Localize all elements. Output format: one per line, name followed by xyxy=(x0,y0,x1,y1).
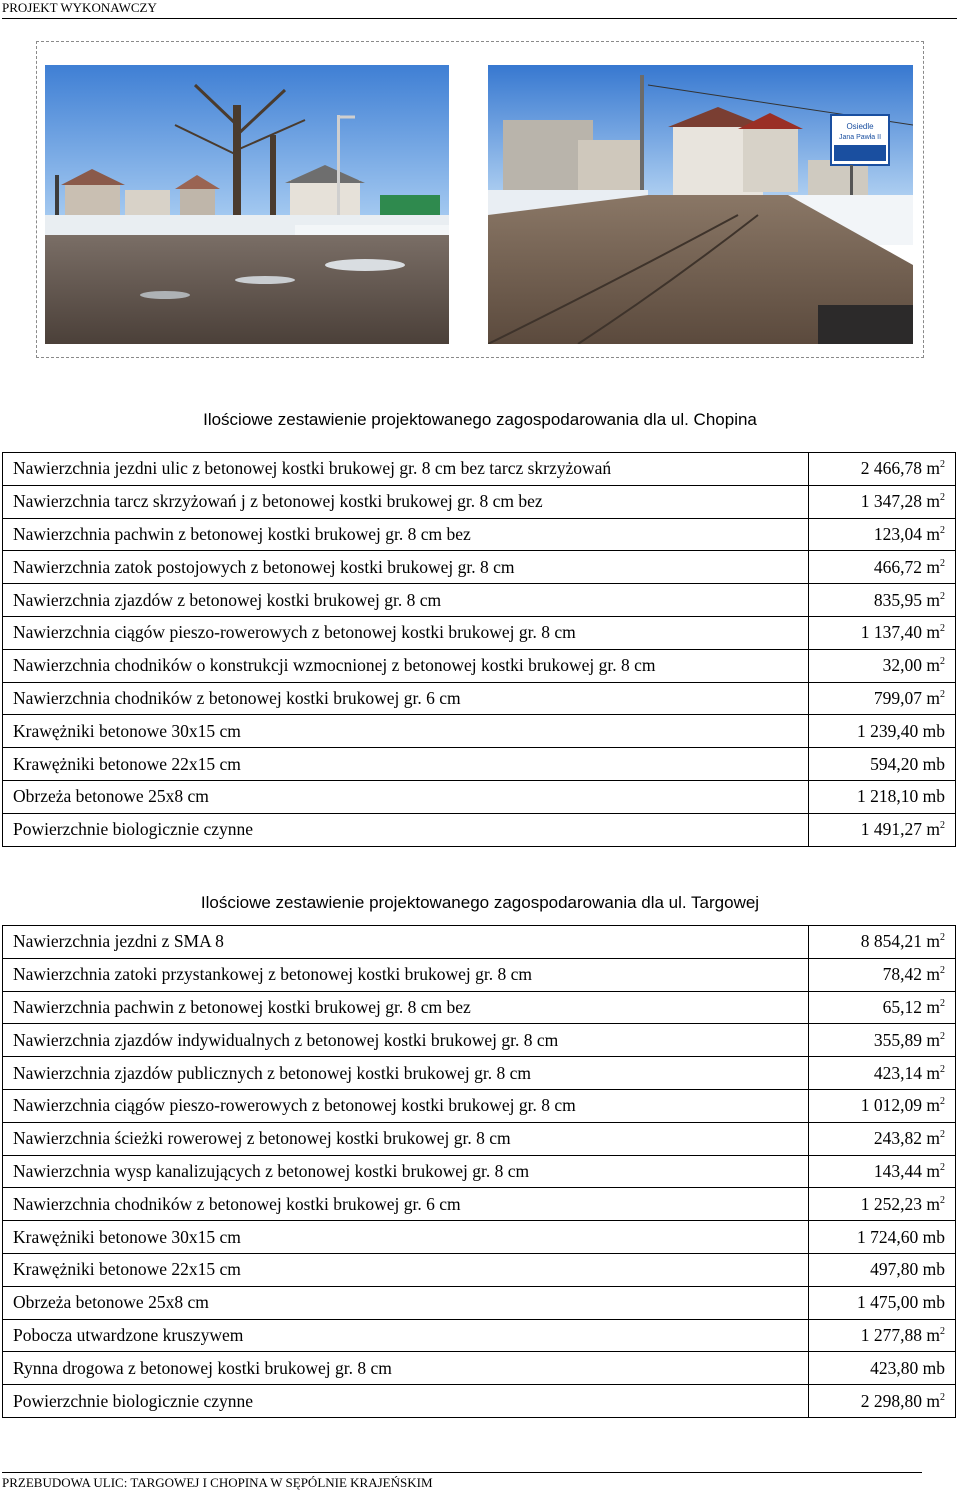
item-label: Nawierzchnia ścieżki rowerowej z betonowej kostki brukowej gr. 8 cm xyxy=(3,1122,809,1155)
item-label: Nawierzchnia ciągów pieszo-rowerowych z betonowej kostki brukowej gr. 8 cm xyxy=(3,1089,809,1122)
item-quantity xyxy=(809,780,956,813)
item-quantity xyxy=(809,1024,956,1057)
table-row xyxy=(3,518,956,551)
unit-exponent: 2 xyxy=(940,524,945,536)
item-label: Pobocza utwardzone kruszywem xyxy=(3,1319,809,1352)
item-label: Nawierzchnia jezdni ulic z betonowej kostki brukowej gr. 8 cm bez tarcz skrzyżowań xyxy=(3,453,809,486)
item-label: Nawierzchnia zjazdów z betonowej kostki brukowej gr. 8 cm xyxy=(3,584,809,617)
table-row xyxy=(3,958,956,991)
item-label: Krawężniki betonowe 30x15 cm xyxy=(3,1221,809,1254)
item-label: Nawierzchnia zjazdów publicznych z betonowej kostki brukowej gr. 8 cm xyxy=(3,1057,809,1090)
table-row xyxy=(3,1352,956,1385)
quantity-value: 1 347,28 m xyxy=(860,491,940,512)
unit-exponent: 2 xyxy=(940,656,945,668)
quantity-value: 1 137,40 m xyxy=(860,622,940,643)
item-quantity xyxy=(809,1188,956,1221)
targowej-quantity-table xyxy=(2,925,956,1418)
table-row xyxy=(3,926,956,959)
table-row xyxy=(3,780,956,813)
unit-exponent: 2 xyxy=(940,1194,945,1206)
quantity-value: 423,14 m xyxy=(873,1062,940,1083)
item-quantity xyxy=(809,926,956,959)
item-label: Krawężniki betonowe 22x15 cm xyxy=(3,748,809,781)
quantity-value: 143,44 m xyxy=(873,1160,940,1181)
unit-exponent: 2 xyxy=(940,459,945,471)
item-quantity xyxy=(809,748,956,781)
page-footer: PRZEBUDOWA ULIC: TARGOWEJ I CHOPINA W SĘPÓLNIE KRAJEŃSKIM xyxy=(2,1472,922,1492)
item-label: Krawężniki betonowe 22x15 cm xyxy=(3,1253,809,1286)
table-row xyxy=(3,682,956,715)
item-quantity xyxy=(809,1089,956,1122)
item-quantity xyxy=(809,1319,956,1352)
item-quantity xyxy=(809,1385,956,1418)
item-label: Obrzeża betonowe 25x8 cm xyxy=(3,1286,809,1319)
item-quantity xyxy=(809,958,956,991)
table-row xyxy=(3,453,956,486)
quantity-value: 1 475,00 mb xyxy=(857,1292,945,1313)
photo-frame xyxy=(36,41,924,358)
item-label: Krawężniki betonowe 30x15 cm xyxy=(3,715,809,748)
item-label: Obrzeża betonowe 25x8 cm xyxy=(3,780,809,813)
item-quantity xyxy=(809,649,956,682)
unit-exponent: 2 xyxy=(940,1325,945,1337)
chopina-section-title: Ilościowe zestawienie projektowanego zagospodarowania dla ul. Chopina xyxy=(203,410,757,429)
sign-text-1: Osiedle xyxy=(846,122,874,131)
item-label: Powierzchnie biologicznie czynne xyxy=(3,1385,809,1418)
item-quantity xyxy=(809,1057,956,1090)
unit-exponent: 2 xyxy=(940,623,945,635)
quantity-value: 8 854,21 m xyxy=(860,931,940,952)
item-label: Nawierzchnia wysp kanalizujących z betonowej kostki brukowej gr. 8 cm xyxy=(3,1155,809,1188)
quantity-value: 423,80 mb xyxy=(870,1357,945,1378)
item-quantity xyxy=(809,813,956,846)
quantity-value: 32,00 m xyxy=(882,655,940,676)
item-quantity xyxy=(809,1122,956,1155)
table-row xyxy=(3,1188,956,1221)
item-quantity xyxy=(809,715,956,748)
item-quantity xyxy=(809,485,956,518)
item-quantity xyxy=(809,518,956,551)
item-quantity xyxy=(809,616,956,649)
page-header: PROJEKT WYKONAWCZY xyxy=(2,0,957,19)
quantity-value: 355,89 m xyxy=(873,1029,940,1050)
table-row xyxy=(3,1089,956,1122)
quantity-value: 123,04 m xyxy=(873,523,940,544)
table-row xyxy=(3,1286,956,1319)
quantity-value: 835,95 m xyxy=(873,589,940,610)
unit-exponent: 2 xyxy=(940,997,945,1009)
item-quantity xyxy=(809,1286,956,1319)
item-quantity xyxy=(809,991,956,1024)
unit-exponent: 2 xyxy=(940,557,945,569)
quantity-value: 78,42 m xyxy=(882,964,940,985)
table-row xyxy=(3,1319,956,1352)
quantity-value: 1 239,40 mb xyxy=(857,720,945,741)
table-row xyxy=(3,1253,956,1286)
item-label: Nawierzchnia tarcz skrzyżowań j z betonowej kostki brukowej gr. 8 cm bez xyxy=(3,485,809,518)
unit-exponent: 2 xyxy=(940,1030,945,1042)
item-label: Nawierzchnia pachwin z betonowej kostki brukowej gr. 8 cm bez xyxy=(3,991,809,1024)
unit-exponent: 2 xyxy=(940,1063,945,1075)
table-row xyxy=(3,1057,956,1090)
targowej-section-title: Ilościowe zestawienie projektowanego zagospodarowania dla ul. Targowej xyxy=(200,893,760,912)
table-row xyxy=(3,1155,956,1188)
table-row xyxy=(3,1221,956,1254)
item-label: Rynna drogowa z betonowej kostki brukowej gr. 8 cm xyxy=(3,1352,809,1385)
unit-exponent: 2 xyxy=(940,1096,945,1108)
item-label: Nawierzchnia zatoki przystankowej z betonowej kostki brukowej gr. 8 cm xyxy=(3,958,809,991)
street-photo-left xyxy=(45,65,449,344)
unit-exponent: 2 xyxy=(940,1129,945,1141)
table-row xyxy=(3,584,956,617)
item-quantity xyxy=(809,1352,956,1385)
unit-exponent: 2 xyxy=(940,1161,945,1173)
unit-exponent: 2 xyxy=(940,965,945,977)
item-label: Nawierzchnia pachwin z betonowej kostki brukowej gr. 8 cm bez xyxy=(3,518,809,551)
quantity-value: 466,72 m xyxy=(873,556,940,577)
table-row xyxy=(3,748,956,781)
item-quantity xyxy=(809,551,956,584)
table-row xyxy=(3,813,956,846)
item-quantity xyxy=(809,453,956,486)
quantity-value: 1 277,88 m xyxy=(860,1324,940,1345)
street-photo-right xyxy=(488,65,913,344)
item-label: Nawierzchnia jezdni z SMA 8 xyxy=(3,926,809,959)
quantity-value: 2 466,78 m xyxy=(860,458,940,479)
item-label: Nawierzchnia chodników o konstrukcji wzmocnionej z betonowej kostki brukowej gr. 8 cm xyxy=(3,649,809,682)
quantity-value: 1 252,23 m xyxy=(860,1193,940,1214)
item-quantity xyxy=(809,584,956,617)
item-quantity xyxy=(809,1253,956,1286)
item-label: Nawierzchnia zjazdów indywidualnych z betonowej kostki brukowej gr. 8 cm xyxy=(3,1024,809,1057)
item-label: Nawierzchnia ciągów pieszo-rowerowych z betonowej kostki brukowej gr. 8 cm xyxy=(3,616,809,649)
table-row xyxy=(3,485,956,518)
table-row xyxy=(3,551,956,584)
unit-exponent: 2 xyxy=(940,932,945,944)
table-row xyxy=(3,715,956,748)
quantity-value: 497,80 mb xyxy=(870,1259,945,1280)
sign-text-2: Jana Pawła II xyxy=(838,134,882,141)
unit-exponent: 2 xyxy=(940,492,945,504)
table-row xyxy=(3,1122,956,1155)
unit-exponent: 2 xyxy=(940,820,945,832)
quantity-value: 2 298,80 m xyxy=(860,1390,940,1411)
item-label: Nawierzchnia chodników z betonowej kostki brukowej gr. 6 cm xyxy=(3,682,809,715)
table-row xyxy=(3,649,956,682)
table-row xyxy=(3,616,956,649)
quantity-value: 1 012,09 m xyxy=(860,1095,940,1116)
item-label: Powierzchnie biologicznie czynne xyxy=(3,813,809,846)
quantity-value: 1 218,10 mb xyxy=(857,786,945,807)
quantity-value: 799,07 m xyxy=(873,687,940,708)
table-row xyxy=(3,1385,956,1418)
unit-exponent: 2 xyxy=(940,688,945,700)
item-quantity xyxy=(809,1155,956,1188)
quantity-value: 1 724,60 mb xyxy=(857,1226,945,1247)
quantity-value: 594,20 mb xyxy=(870,753,945,774)
item-quantity xyxy=(809,682,956,715)
item-quantity xyxy=(809,1221,956,1254)
chopina-quantity-table xyxy=(2,452,956,847)
table-row xyxy=(3,1024,956,1057)
quantity-value: 1 491,27 m xyxy=(860,819,940,840)
item-label: Nawierzchnia zatok postojowych z betonowej kostki brukowej gr. 8 cm xyxy=(3,551,809,584)
quantity-value: 65,12 m xyxy=(882,996,940,1017)
quantity-value: 243,82 m xyxy=(873,1128,940,1149)
unit-exponent: 2 xyxy=(940,1391,945,1403)
unit-exponent: 2 xyxy=(940,590,945,602)
table-row xyxy=(3,991,956,1024)
item-label: Nawierzchnia chodników z betonowej kostki brukowej gr. 6 cm xyxy=(3,1188,809,1221)
